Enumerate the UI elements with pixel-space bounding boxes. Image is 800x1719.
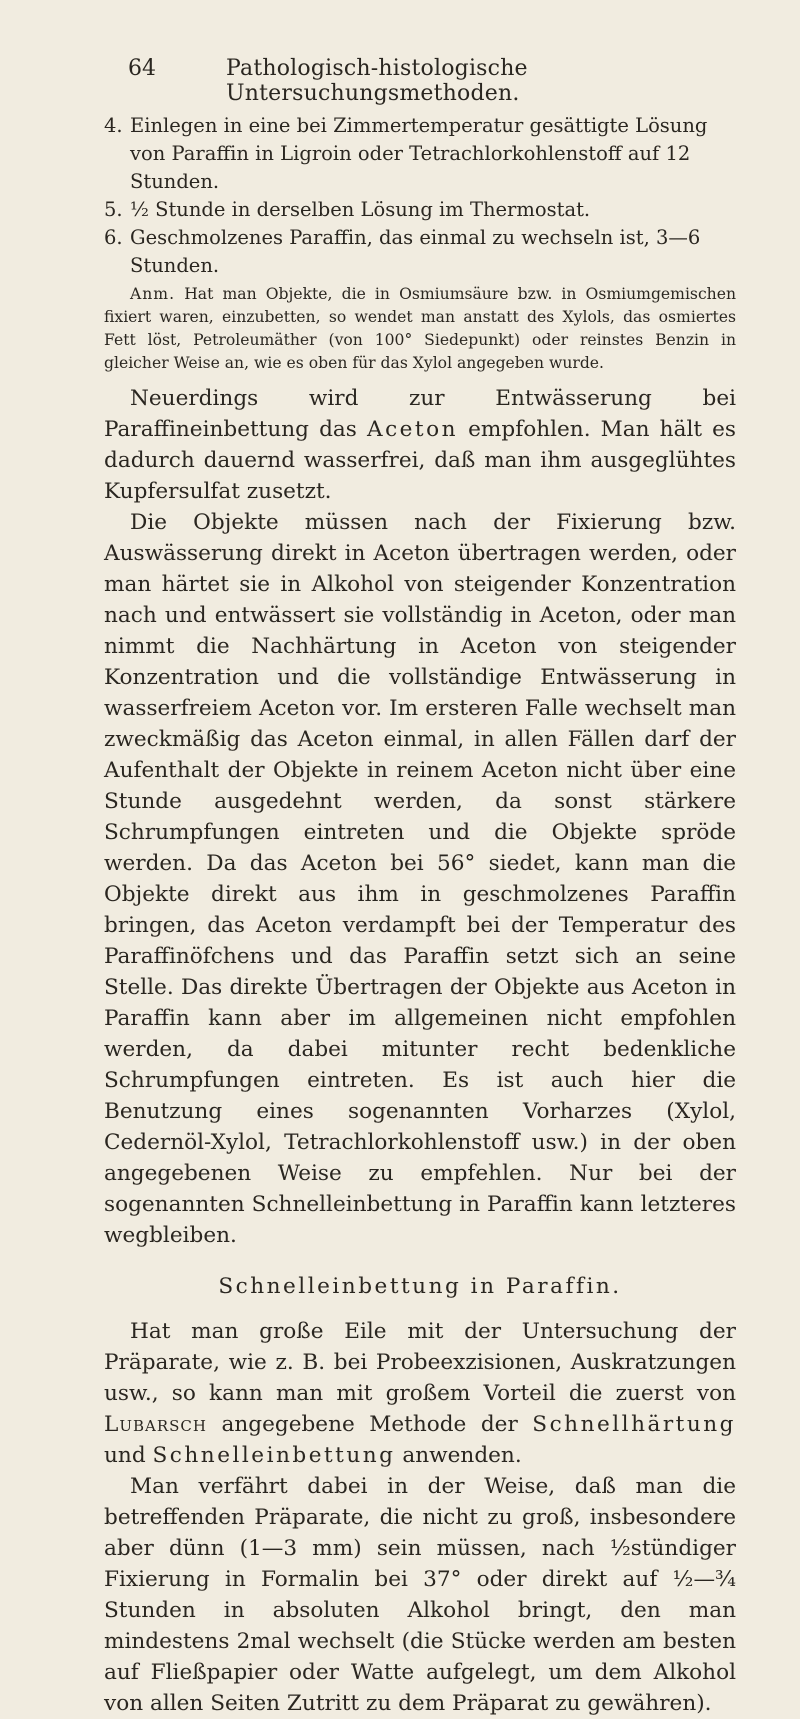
step-number: 6. <box>104 226 123 249</box>
paragraph-procedure: Man verfährt dabei in der Weise, daß man die betreffenden Präparate, die nicht zu groß, insbesondere aber dünn (1—3 mm) sein müssen, nach ½stündiger Fixierung in Formalin bei 37° oder direkt auf ½—¾ Stunden in absoluten Alkohol bringt, den man mindestens 2mal wechselt (die Stücke werden am besten auf Fließpapier oder Watte aufgelegt, um dem Alkohol von allen Seiten Zutritt zu dem Präparat zu gewähren). <box>104 1474 736 1716</box>
step-text: Einlegen in eine bei Zimmertemperatur gesättigte Lösung von Paraffin in Ligroin oder Tetrachlorkohlenstoff auf 12 Stunden. <box>130 114 708 193</box>
paragraph-text: Hat man große Eile mit der Untersuchung der Präparate, wie z. B. bei Probeexzisionen, Auskratzungen usw., so kann man mit großem Vorteil die zuerst von <box>104 1319 736 1406</box>
step-5 <box>104 196 736 224</box>
step-number: 5. <box>104 198 123 221</box>
remark-label: Anm. <box>130 285 176 303</box>
step-4 <box>104 112 736 196</box>
emphasized-term: Aceton <box>366 417 459 442</box>
page-header <box>0 56 800 106</box>
page-number: 64 <box>128 56 156 81</box>
step-text: ½ Stunde in derselben Lösung im Thermostat. <box>130 198 591 221</box>
paragraph-text: und <box>104 1443 146 1468</box>
emphasized-term: Schnellhärtung <box>532 1412 736 1437</box>
emphasized-term: Schnelleinbettung <box>152 1443 396 1468</box>
paragraph-rapid-method <box>104 1316 736 1471</box>
paragraph-text: anwenden. <box>402 1443 522 1468</box>
page-body <box>104 112 736 1719</box>
step-6 <box>104 224 736 280</box>
section-heading: Schnelleinbettung in Paraffin. <box>218 1274 622 1299</box>
paragraph-aceton-intro <box>104 383 736 507</box>
footnote-remark <box>104 283 736 375</box>
remark-text: Hat man Objekte, die in Osmiumsäure bzw. in Osmiumgemischen fixiert waren, einzubetten, so wendet man anstatt des Xylols, das osmiertes Fett löst, Petroleumäther (von 100° Siedepunkt) oder reinstes Benzin in gleicher Weise an, wie es oben für das Xylol angegeben wurde. <box>104 285 736 372</box>
paragraph-text: empfohlen. Man hält es dadurch dauernd wasserfrei, daß man ihm ausgeglühtes Kupfersulfat zusetzt. <box>104 417 736 504</box>
author-name: Lubarsch <box>104 1412 207 1437</box>
step-text: Geschmolzenes Paraffin, das einmal zu wechseln ist, 3—6 Stunden. <box>130 226 701 277</box>
step-number: 4. <box>104 114 123 137</box>
paragraph-text: angegebene Methode der <box>221 1412 518 1437</box>
running-head: Pathologisch-histologische Untersuchungsmethoden. <box>226 56 528 106</box>
paragraph-aceton-method: Die Objekte müssen nach der Fixierung bzw. Auswässerung direkt in Aceton übertragen werden, oder man härtet sie in Alkohol von steigender Konzentration nach und entwässert sie vollständig in Aceton, oder man nimmt die Nachhärtung in Aceton von steigender Konzentration und die vollständige Entwässerung in wasserfreiem Aceton vor. Im ersteren Falle wechselt man zweckmäßig das Aceton einmal, in allen Fällen darf der Aufenthalt der Objekte in reinem Aceton nicht über eine Stunde ausgedehnt werden, da sonst stärkere Schrumpfungen eintreten und die Objekte spröde werden. Da das Aceton bei 56° siedet, kann man die Objekte direkt aus ihm in geschmolzenes Paraffin bringen, das Aceton verdampft bei der Temperatur des Paraffinöfchens und das Paraffin setzt sich an seine Stelle. Das direkte Übertragen der Objekte aus Aceton in Paraffin kann aber im allgemeinen nicht empfohlen werden, da dabei mitunter recht bedenkliche Schrumpfungen eintreten. Es ist auch hier die Benutzung eines sogenannten Vorharzes (Xylol, Cedernöl-Xylol, Tetrachlorkohlenstoff usw.) in der oben angegebenen Weise zu empfehlen. Nur bei der sogenannten Schnelleinbettung in Paraffin kann letzteres wegbleiben. <box>104 510 736 1248</box>
paragraph-text: Neuerdings wird zur Entwässerung bei Paraffineinbettung das <box>104 386 736 442</box>
